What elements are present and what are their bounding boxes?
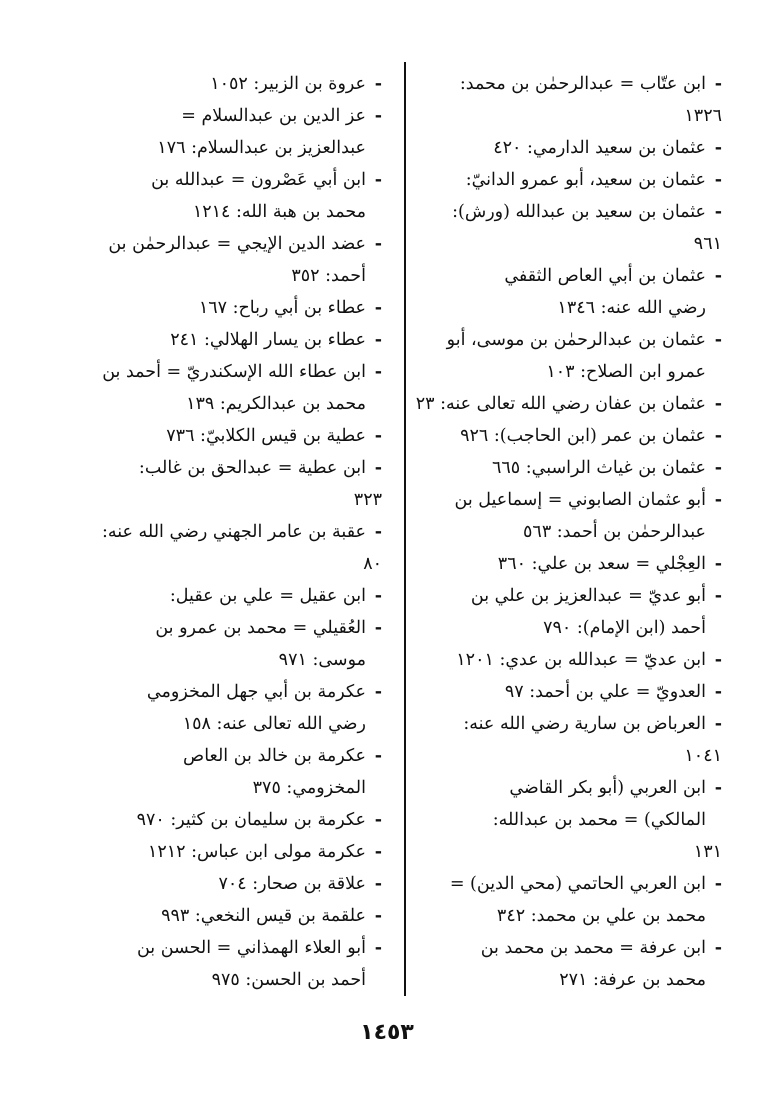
- entry-text: ابن عتّاب = عبدالرحمٰن بن محمد:: [459, 74, 706, 94]
- entry-continuation: رضي الله تعالى عنه: ١٥٨: [182, 714, 366, 734]
- index-entry: [64, 836, 382, 868]
- index-entry: [64, 452, 382, 516]
- entry-text: عكرمة بن سليمان بن كثير: ٩٧٠: [136, 810, 366, 830]
- entry-bullet: -: [374, 874, 382, 894]
- index-entry: [404, 452, 722, 484]
- entry-continuation: أحمد (ابن الإمام): ٧٩٠: [543, 618, 706, 638]
- entry-bullet: -: [714, 330, 722, 350]
- entry-bullet: -: [714, 202, 722, 222]
- index-entry: [64, 740, 382, 804]
- index-entry: [404, 676, 722, 708]
- entry-bullet: -: [374, 458, 382, 478]
- entry-continuation: ١٣١: [693, 842, 722, 862]
- index-entry: [404, 164, 722, 196]
- index-entry: [64, 516, 382, 580]
- entry-bullet: -: [374, 106, 382, 126]
- entry-text: ابن أبي عَصْرون = عبدالله بن: [151, 170, 366, 190]
- entry-bullet: -: [374, 746, 382, 766]
- entry-bullet: -: [714, 874, 722, 894]
- index-column-right: [404, 68, 722, 996]
- entry-bullet: -: [374, 618, 382, 638]
- entry-continuation: ١٠٤١: [684, 746, 722, 766]
- index-entry: [64, 356, 382, 420]
- index-entry: [64, 324, 382, 356]
- entry-continuation: عمرو ابن الصلاح: ١٠٣: [546, 362, 706, 382]
- index-entry: [404, 548, 722, 580]
- entry-text: عثمان بن أبي العاص الثقفي: [504, 266, 706, 286]
- entry-text: عكرمة بن أبي جهل المخزومي: [146, 682, 366, 702]
- index-entry: [64, 228, 382, 292]
- entry-continuation: ٨٠: [363, 554, 382, 574]
- entry-text: ابن العربي (أبو بكر القاضي: [509, 778, 706, 798]
- index-entry: [64, 612, 382, 676]
- entry-bullet: -: [714, 554, 722, 574]
- index-entry: [404, 68, 722, 132]
- index-entry: [64, 100, 382, 164]
- index-entry: [404, 580, 722, 644]
- entry-continuation: محمد بن هبة الله: ١٢١٤: [192, 202, 366, 222]
- entry-bullet: -: [714, 266, 722, 286]
- entry-bullet: -: [714, 138, 722, 158]
- entry-continuation: ١٣٢٦: [684, 106, 722, 126]
- column-divider: [404, 62, 406, 996]
- entry-text: ابن عديّ = عبدالله بن عدي: ١٢٠١: [456, 650, 706, 670]
- entry-bullet: -: [714, 682, 722, 702]
- index-entry: [64, 900, 382, 932]
- entry-bullet: -: [714, 426, 722, 446]
- entry-text: العُقيلي = محمد بن عمرو بن: [155, 618, 366, 638]
- entry-text: العِجْلي = سعد بن علي: ٣٦٠: [497, 554, 706, 574]
- index-entry: [64, 676, 382, 740]
- entry-bullet: -: [374, 522, 382, 542]
- entry-bullet: -: [374, 74, 382, 94]
- entry-bullet: -: [374, 842, 382, 862]
- entry-text: عز الدين بن عبدالسلام =: [181, 106, 366, 126]
- entry-text: عطاء بن أبي رباح: ١٦٧: [198, 298, 366, 318]
- index-entry: [404, 132, 722, 164]
- entry-text: عطية بن قيس الكلابيّ: ٧٣٦: [166, 426, 366, 446]
- entry-text: عكرمة مولى ابن عباس: ١٢١٢: [147, 842, 366, 862]
- entry-continuation: المالكي) = محمد بن عبدالله:: [492, 810, 706, 830]
- entry-continuation: عبدالرحمٰن بن أحمد: ٥٦٣: [523, 522, 706, 542]
- index-entry: [404, 708, 722, 772]
- entry-continuation: المخزومي: ٣٧٥: [252, 778, 366, 798]
- index-entry: [64, 420, 382, 452]
- index-entry: [64, 68, 382, 100]
- entry-text: ابن عطاء الله الإسكندريّ = أحمد بن: [102, 362, 366, 382]
- entry-text: عثمان بن عمر (ابن الحاجب): ٩٢٦: [460, 426, 706, 446]
- entry-text: ابن عقيل = علي بن عقيل:: [169, 586, 366, 606]
- entry-bullet: -: [374, 586, 382, 606]
- entry-bullet: -: [714, 650, 722, 670]
- entry-bullet: -: [374, 906, 382, 926]
- page-number: ١٤٥٣: [360, 1020, 414, 1045]
- entry-bullet: -: [714, 458, 722, 478]
- entry-text: ابن عرفة = محمد بن محمد بن: [480, 938, 706, 958]
- index-entry: [64, 292, 382, 324]
- index-entry: [404, 772, 722, 868]
- entry-bullet: -: [374, 938, 382, 958]
- index-entry: [404, 260, 722, 324]
- entry-bullet: -: [374, 362, 382, 382]
- entry-bullet: -: [714, 778, 722, 798]
- index-entry: [64, 804, 382, 836]
- entry-bullet: -: [374, 426, 382, 446]
- entry-text: عروة بن الزبير: ١٠٥٢: [210, 74, 366, 94]
- entry-text: أبو عثمان الصابوني = إسماعيل بن: [454, 490, 706, 510]
- index-entry: [404, 196, 722, 260]
- entry-text: أبو العلاء الهمذاني = الحسن بن: [136, 938, 366, 958]
- index-entry: [64, 164, 382, 228]
- entry-continuation: أحمد بن الحسن: ٩٧٥: [211, 970, 366, 990]
- entry-text: عثمان بن عفان رضي الله تعالى عنه: ٢٣: [415, 394, 706, 414]
- entry-text: ابن العربي الحاتمي (محي الدين) =: [449, 874, 706, 894]
- entry-text: العدويّ = علي بن أحمد: ٩٧: [504, 682, 706, 702]
- index-entry: [64, 932, 382, 996]
- index-entry: [64, 580, 382, 612]
- entry-text: عثمان بن عبدالرحمٰن بن موسى، أبو: [446, 330, 706, 350]
- entry-bullet: -: [714, 490, 722, 510]
- entry-text: عثمان بن سعيد بن عبدالله (ورش):: [452, 202, 706, 222]
- index-column-left: [64, 68, 382, 996]
- entry-text: أبو عديّ = عبدالعزيز بن علي بن: [470, 586, 706, 606]
- entry-bullet: -: [714, 938, 722, 958]
- entry-text: عقبة بن عامر الجهني رضي الله عنه:: [101, 522, 366, 542]
- entry-continuation: رضي الله عنه: ١٣٤٦: [557, 298, 706, 318]
- index-entry: [404, 868, 722, 932]
- entry-text: عثمان بن سعيد، أبو عمرو الدانيّ:: [465, 170, 706, 190]
- entry-bullet: -: [714, 74, 722, 94]
- entry-continuation: موسى: ٩٧١: [278, 650, 366, 670]
- entry-bullet: -: [374, 682, 382, 702]
- index-entry: [404, 484, 722, 548]
- index-entry: [404, 644, 722, 676]
- entry-continuation: عبدالعزيز بن عبدالسلام: ١٧٦: [157, 138, 366, 158]
- entry-bullet: -: [374, 810, 382, 830]
- entry-continuation: محمد بن علي بن محمد: ٣٤٢: [496, 906, 706, 926]
- index-entry: [404, 420, 722, 452]
- entry-text: علقمة بن قيس النخعي: ٩٩٣: [161, 906, 366, 926]
- entry-continuation: محمد بن عبدالكريم: ١٣٩: [186, 394, 366, 414]
- index-entry: [404, 324, 722, 388]
- index-entry: [64, 868, 382, 900]
- entry-text: عضد الدين الإيجي = عبدالرحمٰن بن: [108, 234, 366, 254]
- entry-continuation: أحمد: ٣٥٢: [291, 266, 366, 286]
- entry-bullet: -: [714, 586, 722, 606]
- entry-text: عثمان بن سعيد الدارمي: ٤٢٠: [493, 138, 706, 158]
- index-entry: [404, 932, 722, 996]
- entry-text: عطاء بن يسار الهلالي: ٢٤١: [170, 330, 366, 350]
- entry-bullet: -: [374, 170, 382, 190]
- index-entry: [404, 388, 722, 420]
- entry-bullet: -: [714, 170, 722, 190]
- entry-bullet: -: [714, 714, 722, 734]
- entry-bullet: -: [374, 298, 382, 318]
- entry-text: ابن عطية = عبدالحق بن غالب:: [138, 458, 366, 478]
- entry-bullet: -: [714, 394, 722, 414]
- entry-continuation: ٣٢٣: [353, 490, 382, 510]
- entry-text: علاقة بن صحار: ٧٠٤: [218, 874, 366, 894]
- entry-bullet: -: [374, 234, 382, 254]
- entry-bullet: -: [374, 330, 382, 350]
- entry-continuation: ٩٦١: [693, 234, 722, 254]
- entry-text: عثمان بن غياث الراسبي: ٦٦٥: [491, 458, 706, 478]
- entry-text: عكرمة بن خالد بن العاص: [183, 746, 366, 766]
- entry-text: العرباض بن سارية رضي الله عنه:: [463, 714, 706, 734]
- entry-continuation: محمد بن عرفة: ٢٧١: [559, 970, 706, 990]
